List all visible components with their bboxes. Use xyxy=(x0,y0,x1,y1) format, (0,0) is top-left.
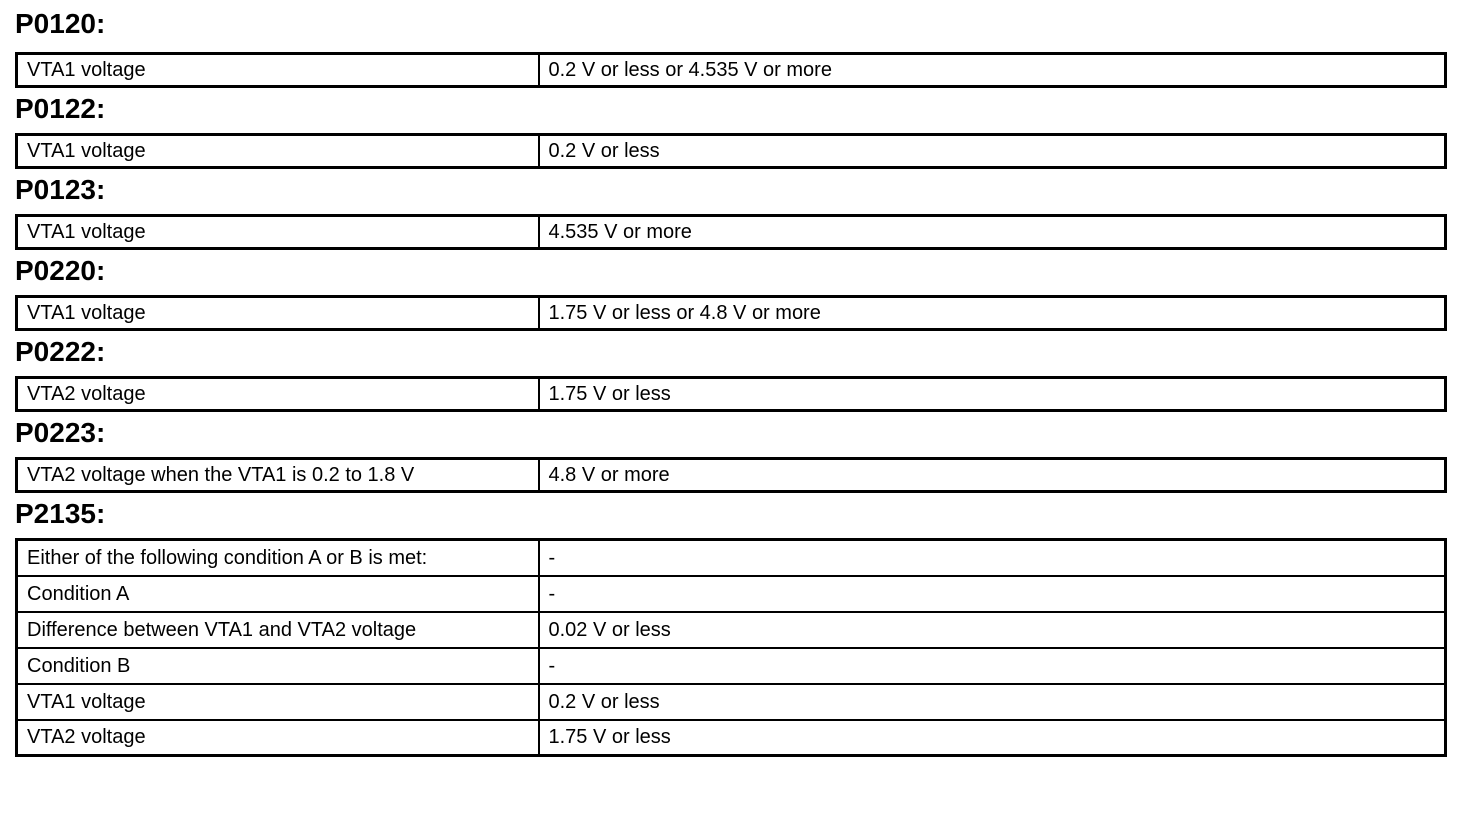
condition-value: - xyxy=(539,648,1446,684)
dtc-section-p0220 xyxy=(15,250,1447,331)
dtc-code-heading: P0222: xyxy=(15,336,106,367)
condition-value: 1.75 V or less xyxy=(539,378,1446,411)
dtc-code-heading: P0223: xyxy=(15,417,106,448)
condition-label: VTA1 voltage xyxy=(17,216,539,249)
table-row xyxy=(17,216,1446,249)
table-row xyxy=(17,135,1446,168)
condition-table xyxy=(15,295,1447,331)
condition-value: 4.535 V or more xyxy=(539,216,1446,249)
condition-label: VTA1 voltage xyxy=(17,297,539,330)
dtc-section-p0123 xyxy=(15,169,1447,250)
condition-value: 0.2 V or less xyxy=(539,684,1446,720)
condition-label: VTA1 voltage xyxy=(17,54,539,87)
condition-value: 1.75 V or less xyxy=(539,720,1446,756)
condition-value: - xyxy=(539,540,1446,576)
condition-label: VTA1 voltage xyxy=(17,135,539,168)
table-row xyxy=(17,612,1446,648)
dtc-section-p0122 xyxy=(15,88,1447,169)
condition-label: VTA1 voltage xyxy=(17,684,539,720)
dtc-section-p0222 xyxy=(15,331,1447,412)
dtc-code-heading: P0120: xyxy=(15,8,106,39)
table-row xyxy=(17,54,1446,87)
dtc-section-p0120 xyxy=(15,0,1447,88)
dtc-conditions-document xyxy=(15,0,1447,757)
table-row xyxy=(17,576,1446,612)
table-row xyxy=(17,720,1446,756)
dtc-section-p0223 xyxy=(15,412,1447,493)
condition-table xyxy=(15,52,1447,88)
condition-value: 0.02 V or less xyxy=(539,612,1446,648)
condition-value: 1.75 V or less or 4.8 V or more xyxy=(539,297,1446,330)
dtc-code-heading: P2135: xyxy=(15,498,106,529)
condition-value: 4.8 V or more xyxy=(539,459,1446,492)
table-row xyxy=(17,378,1446,411)
condition-table xyxy=(15,376,1447,412)
condition-table xyxy=(15,133,1447,169)
condition-table xyxy=(15,214,1447,250)
condition-label: VTA2 voltage xyxy=(17,720,539,756)
condition-label: Condition B xyxy=(17,648,539,684)
condition-value: - xyxy=(539,576,1446,612)
condition-value: 0.2 V or less xyxy=(539,135,1446,168)
condition-label: VTA2 voltage xyxy=(17,378,539,411)
dtc-code-heading: P0220: xyxy=(15,255,106,286)
dtc-code-heading: P0122: xyxy=(15,93,106,124)
table-row xyxy=(17,540,1446,576)
condition-table xyxy=(15,538,1447,757)
table-row xyxy=(17,684,1446,720)
table-row xyxy=(17,459,1446,492)
dtc-section-p2135 xyxy=(15,493,1447,757)
condition-value: 0.2 V or less or 4.535 V or more xyxy=(539,54,1446,87)
condition-label: Difference between VTA1 and VTA2 voltage xyxy=(17,612,539,648)
table-row xyxy=(17,297,1446,330)
condition-label: Either of the following condition A or B is met: xyxy=(17,540,539,576)
table-row xyxy=(17,648,1446,684)
condition-label: VTA2 voltage when the VTA1 is 0.2 to 1.8 V xyxy=(17,459,539,492)
dtc-code-heading: P0123: xyxy=(15,174,106,205)
condition-table xyxy=(15,457,1447,493)
condition-label: Condition A xyxy=(17,576,539,612)
